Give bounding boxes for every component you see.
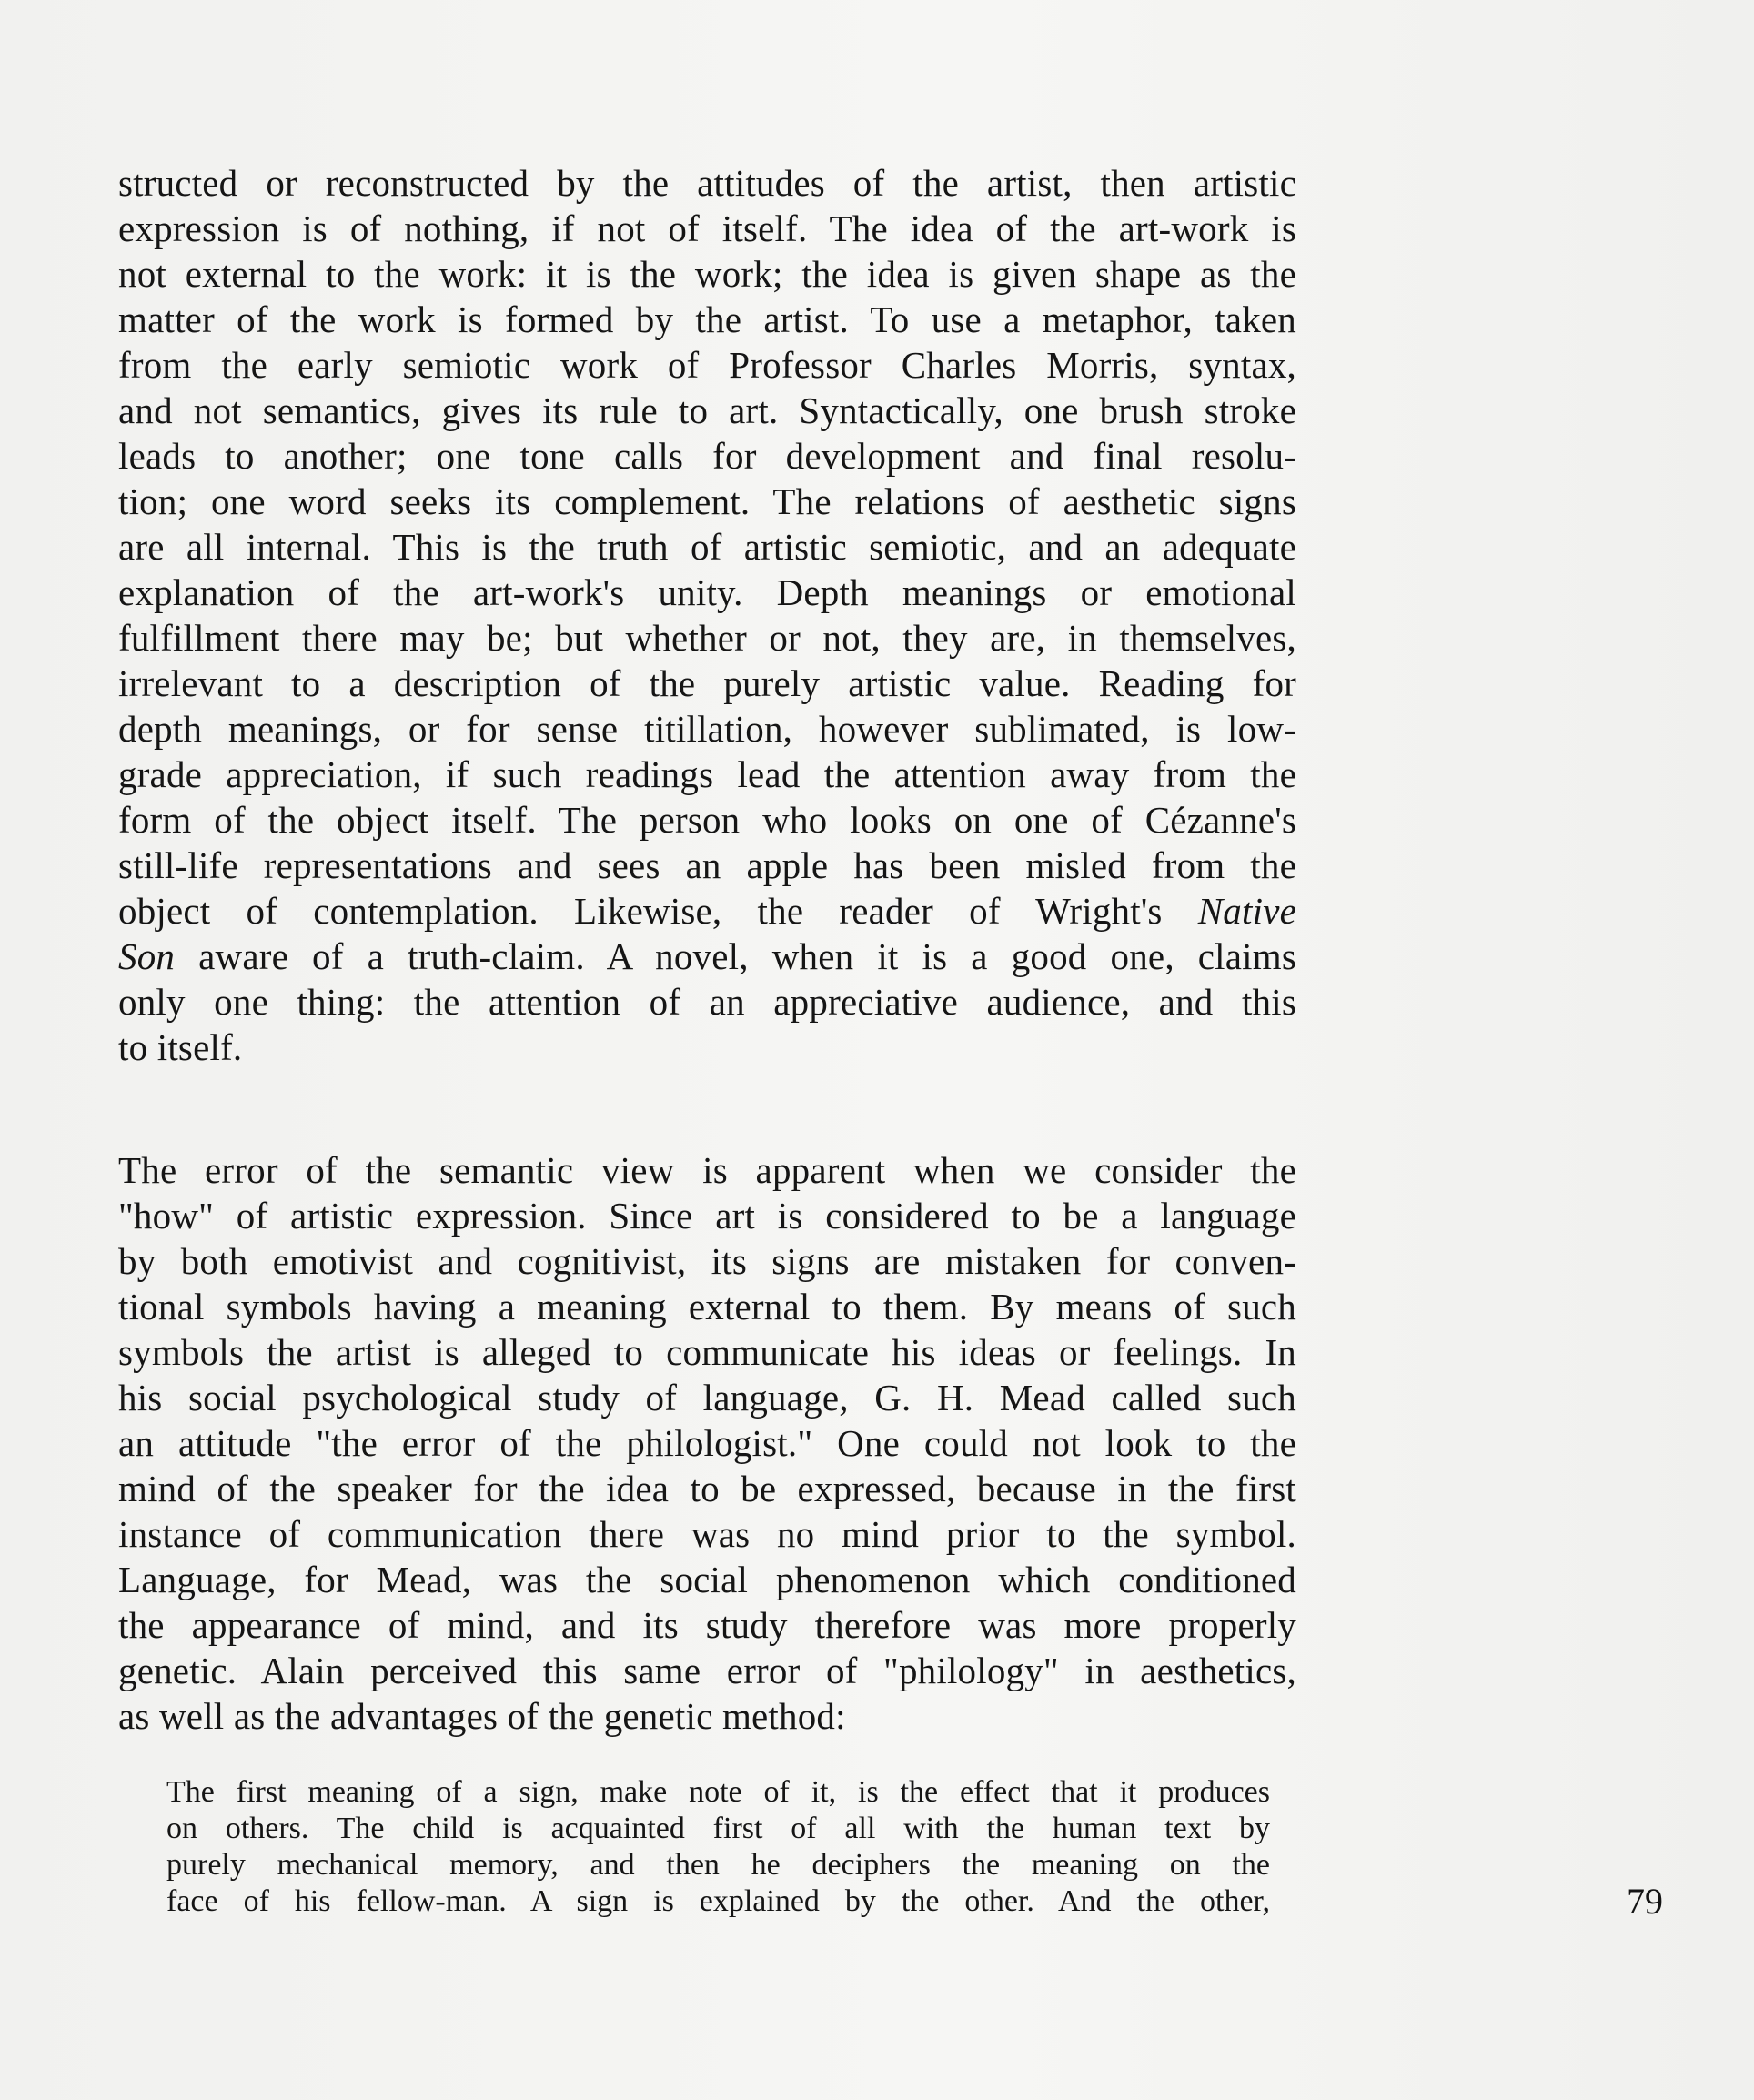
block-quote-line: on others. The child is acquainted first of all with the human text by	[166, 1812, 1270, 1845]
paragraph-1-line: are all internal. This is the truth of artistic semiotic, and an adequate	[118, 526, 1296, 568]
page-number: 79	[1627, 1881, 1663, 1922]
paragraph-1-line: expression is of nothing, if not of itself. The idea of the art-work is	[118, 207, 1296, 249]
paragraph-1-line: from the early semiotic work of Professor Charles Morris, syntax,	[118, 344, 1296, 386]
paragraph-1-line: to itself.	[118, 1026, 243, 1068]
paragraph-2-line: instance of communication there was no mind prior to the symbol.	[118, 1513, 1296, 1555]
block-quote-line: face of his fellow-man. A sign is explained by the other. And the other,	[166, 1884, 1270, 1918]
block-quote-line: purely mechanical memory, and then he deciphers the meaning on the	[166, 1848, 1270, 1882]
block-quote-line: The first meaning of a sign, make note of it, is the effect that it produces	[166, 1775, 1270, 1809]
paragraph-2-line: an attitude "the error of the philologist." One could not look to the	[118, 1422, 1296, 1464]
paragraph-2-line: his social psychological study of language, G. H. Mead called such	[118, 1377, 1296, 1419]
paragraph-2-line: "how" of artistic expression. Since art is considered to be a language	[118, 1195, 1296, 1237]
paragraph-1-line: tion; one word seeks its complement. The relations of aesthetic signs	[118, 480, 1296, 522]
paragraph-1-line: still-life representations and sees an apple has been misled from the	[118, 844, 1296, 886]
paragraph-2-line: tional symbols having a meaning external to them. By means of such	[118, 1286, 1296, 1328]
paragraph-2-line: genetic. Alain perceived this same error of "philology" in aesthetics,	[118, 1650, 1296, 1691]
paragraph-2-line: The error of the semantic view is apparent when we consider the	[118, 1149, 1296, 1191]
line-text: object of contemplation. Likewise, the reader of Wright's	[118, 890, 1163, 932]
paragraph-1-line: form of the object itself. The person who looks on one of Cézanne's	[118, 799, 1296, 841]
book-title-italic: Son	[118, 935, 176, 977]
paragraph-2-line: Language, for Mead, was the social phenomenon which conditioned	[118, 1559, 1296, 1600]
paragraph-1-line: structed or reconstructed by the attitudes of the artist, then artistic	[118, 162, 1296, 204]
paragraph-1-line: only one thing: the attention of an appreciative audience, and this	[118, 981, 1296, 1023]
paragraph-1-line: and not semantics, gives its rule to art. Syntactically, one brush stroke	[118, 389, 1296, 431]
paragraph-1-line: fulfillment there may be; but whether or not, they are, in themselves,	[118, 617, 1296, 659]
paragraph-2-line: by both emotivist and cognitivist, its signs are mistaken for conven-	[118, 1240, 1296, 1282]
paragraph-1-line: irrelevant to a description of the purely artistic value. Reading for	[118, 662, 1296, 704]
paragraph-1-line: grade appreciation, if such readings lead the attention away from the	[118, 753, 1296, 795]
paragraph-1-line	[118, 934, 1296, 979]
paragraph-2-line: symbols the artist is alleged to communicate his ideas or feelings. In	[118, 1331, 1296, 1373]
paragraph-2-line: as well as the advantages of the genetic method:	[118, 1695, 846, 1737]
book-title-italic: Native	[1197, 890, 1296, 932]
paragraph-2-line: the appearance of mind, and its study therefore was more properly	[118, 1604, 1296, 1646]
paragraph-2-line: mind of the speaker for the idea to be expressed, because in the first	[118, 1468, 1296, 1509]
line-text: aware of a truth-claim. A novel, when it is a good one, claims	[198, 935, 1297, 977]
paragraph-1-line: depth meanings, or for sense titillation, however sublimated, is low-	[118, 708, 1296, 750]
paragraph-1-line	[118, 888, 1296, 934]
paragraph-1-line: leads to another; one tone calls for development and final resolu-	[118, 435, 1296, 477]
paragraph-1-line: matter of the work is formed by the artist. To use a metaphor, taken	[118, 298, 1296, 340]
paragraph-1-line: not external to the work: it is the work; the idea is given shape as the	[118, 253, 1296, 295]
paragraph-1-line: explanation of the art-work's unity. Depth meanings or emotional	[118, 571, 1296, 613]
